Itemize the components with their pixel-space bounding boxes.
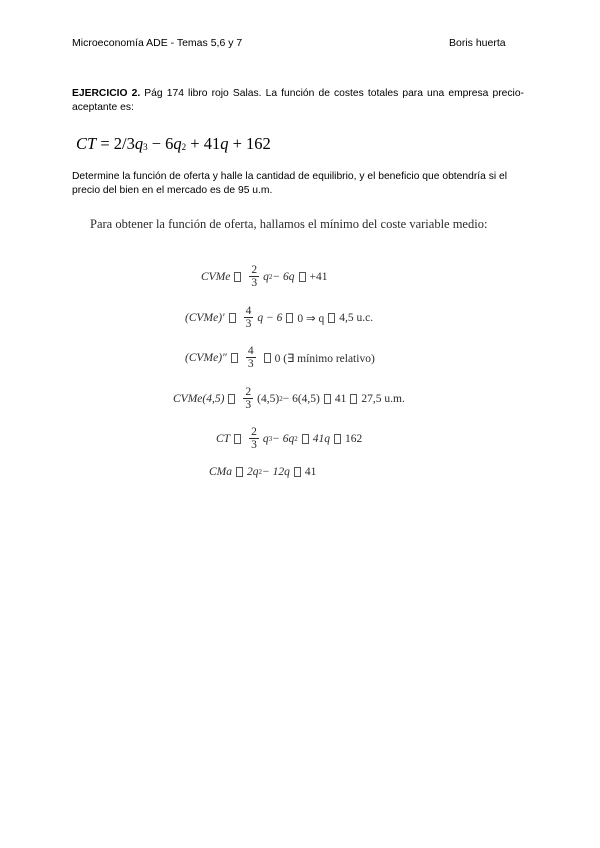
eq2-val: 4,5 u.c. <box>339 311 374 324</box>
formula-plus162: + 162 <box>228 134 271 153</box>
eq2-tail: 0 ⇒ q <box>297 312 325 325</box>
eq2-rhs: q − 6 <box>257 311 283 324</box>
eq5-q: q <box>262 432 269 445</box>
eq1-rhs: − 6q <box>272 270 295 283</box>
missing-glyph-icon <box>328 313 335 323</box>
eq3-fraction <box>246 345 256 370</box>
eq4-sup: 2 <box>279 394 283 403</box>
missing-glyph-icon <box>302 434 309 444</box>
missing-glyph-icon <box>231 353 238 363</box>
missing-glyph-icon <box>234 434 241 444</box>
eq3-lhs: (CVMe)″ <box>185 351 227 364</box>
eq2-den: 3 <box>245 318 252 330</box>
eq1-sup: 2 <box>268 272 273 281</box>
formula-q1: q <box>134 134 144 153</box>
eq-cvme <box>201 264 328 289</box>
formula-q3: q <box>220 134 229 153</box>
header-left: Microeconomía ADE - Temas 5,6 y 7 <box>72 37 243 49</box>
eq3-den: 3 <box>247 358 254 370</box>
eq5-num: 2 <box>251 426 257 438</box>
eq6-rest: − 12q <box>262 466 290 478</box>
eq5-den: 3 <box>251 439 257 451</box>
eq5-lhs: CT <box>216 432 231 445</box>
formula-ct: CT <box>76 134 97 153</box>
eq-cvme-second-derivative <box>185 345 375 370</box>
missing-glyph-icon <box>350 394 357 404</box>
eq5-sup: 3 <box>268 434 273 443</box>
eq4-val: 27,5 u.m. <box>361 392 405 405</box>
eq3-num: 4 <box>247 345 254 357</box>
eq-cvme-at-min <box>173 386 405 411</box>
eq-ct <box>216 426 362 451</box>
question-paragraph: Determine la función de oferta y halle la cantidad de equilibrio, y el beneficio que obtendría si el precio del bien en el mercado es de 95 u.m. <box>72 171 508 196</box>
formula-exp2: 2 <box>181 142 187 152</box>
formula-eq: = 2/3 <box>96 134 135 153</box>
total-cost-formula <box>76 134 271 154</box>
eq1-q: q <box>263 270 269 283</box>
eq2-fraction <box>244 305 254 330</box>
eq6-sup: 2 <box>258 468 262 476</box>
missing-glyph-icon <box>228 394 235 404</box>
exercise-text: Pág 174 libro rojo Salas. La función de costes totales para una empresa precio-aceptante es: <box>72 88 524 113</box>
eq6-val: 41 <box>304 466 317 478</box>
eq4-num: 2 <box>245 386 252 398</box>
eq5-rest2: 41q <box>312 432 330 445</box>
exercise-label: EJERCICIO 2. <box>72 88 141 99</box>
eq6-rhs: 2q <box>247 466 259 478</box>
eq1-den: 3 <box>251 277 258 289</box>
eq5-val: 162 <box>344 432 363 445</box>
missing-glyph-icon <box>234 272 241 282</box>
eq5-sup2: 2 <box>294 434 298 443</box>
formula-exp3: 3 <box>143 142 148 152</box>
header-right: Boris huerta <box>449 37 506 49</box>
formula-minus6: − 6 <box>147 134 174 153</box>
eq4-rest: − 6(4,5) <box>282 392 320 405</box>
eq1-lhs: CVMe <box>201 270 231 283</box>
missing-glyph-icon <box>229 313 236 323</box>
missing-glyph-icon <box>294 467 301 477</box>
eq6-lhs: CMa <box>209 466 232 478</box>
eq1-num: 2 <box>251 264 258 276</box>
eq1-fraction <box>249 264 259 289</box>
eq2-lhs: (CVMe)′ <box>185 311 225 324</box>
eq5-rest: − 6q <box>272 432 295 445</box>
eq1-const: +41 <box>309 270 328 283</box>
eq-cma <box>209 466 316 478</box>
eq4-lhs: CVMe(4,5) <box>173 392 225 405</box>
missing-glyph-icon <box>324 394 331 404</box>
scan-intro: Para obtener la función de oferta, hallamos el mínimo del coste variable medio: <box>90 217 488 231</box>
eq4-den: 3 <box>245 399 252 411</box>
eq4-fraction <box>243 386 253 411</box>
eq4-rhs: (4,5) <box>257 392 280 405</box>
formula-q2: q <box>173 134 182 153</box>
eq4-rest2: 41 <box>334 392 347 405</box>
missing-glyph-icon <box>334 434 341 444</box>
exercise-paragraph <box>72 87 524 114</box>
eq2-num: 4 <box>245 305 252 317</box>
missing-glyph-icon <box>299 272 306 282</box>
formula-plus41: + 41 <box>186 134 221 153</box>
eq5-fraction <box>249 426 259 451</box>
missing-glyph-icon <box>264 353 271 363</box>
missing-glyph-icon <box>236 467 243 477</box>
missing-glyph-icon <box>286 313 293 323</box>
eq3-tail: 0 (∃ mínimo relativo) <box>274 352 375 365</box>
eq-cvme-first-derivative <box>185 305 373 330</box>
